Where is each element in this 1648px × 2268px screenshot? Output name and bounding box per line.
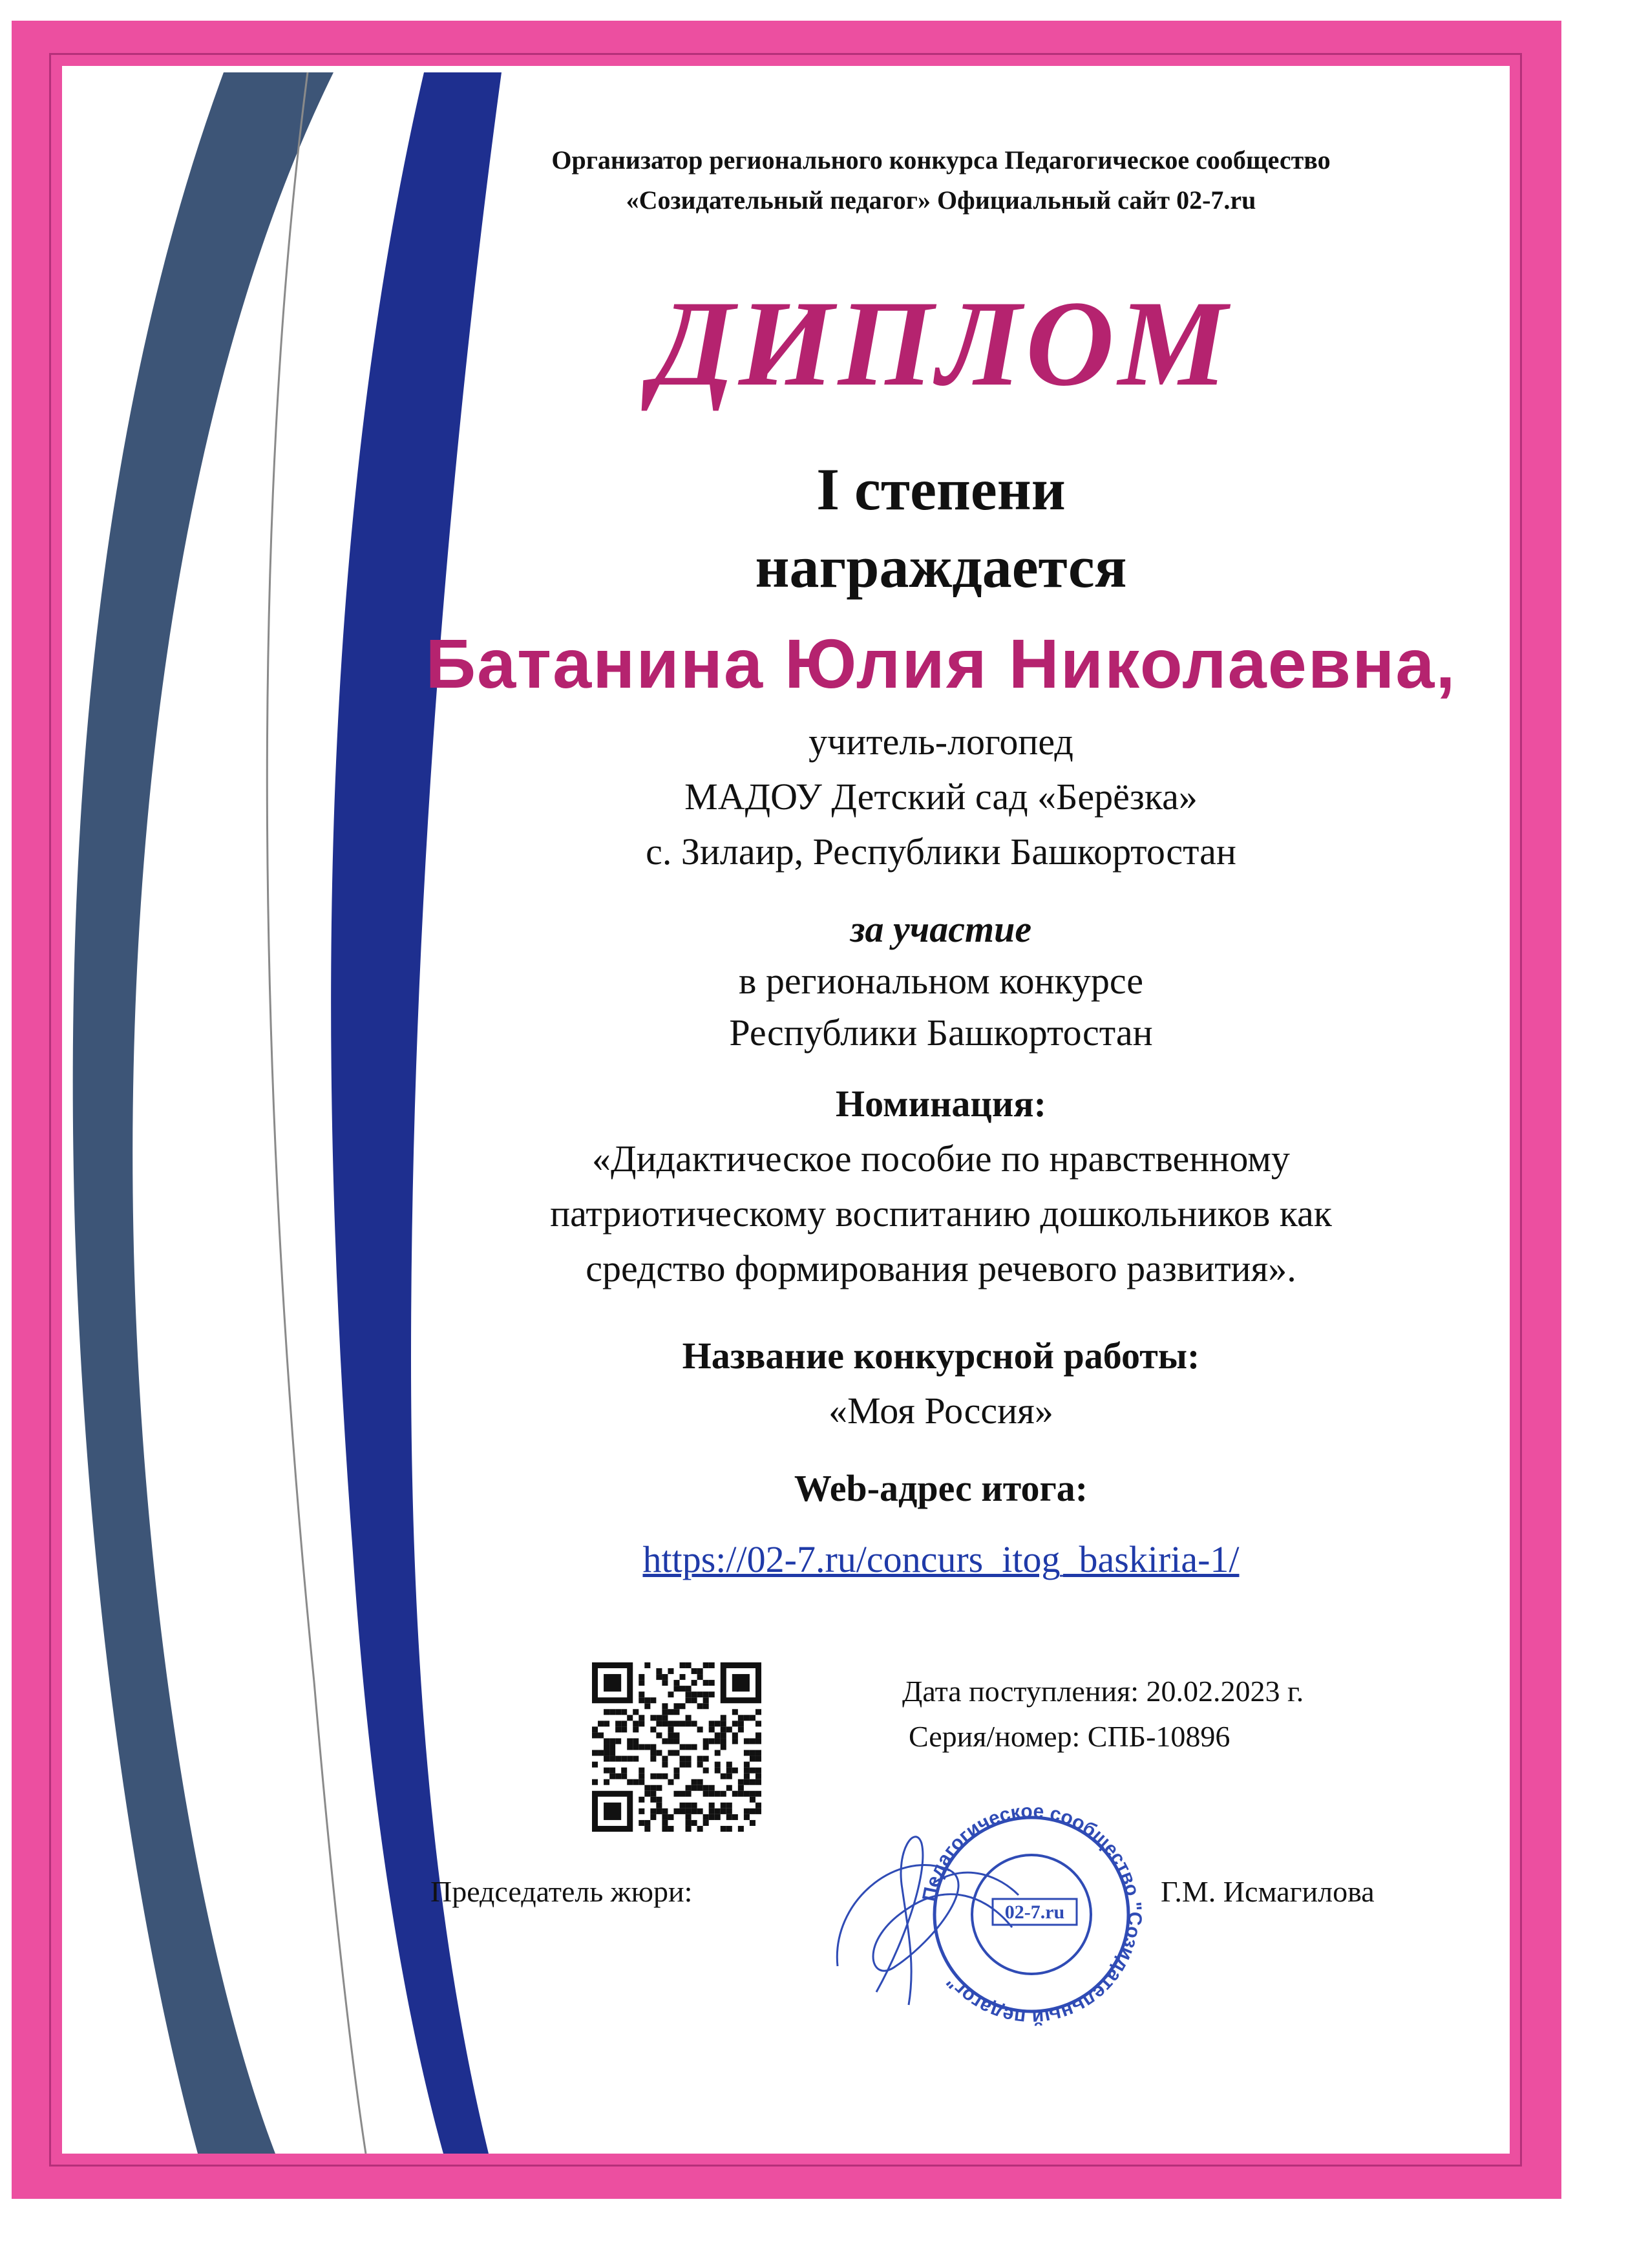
recipient-name: Батанина Юлия Николаевна, xyxy=(425,624,1457,703)
nomination-line-2: патриотическому воспитанию дошкольников как xyxy=(550,1192,1332,1235)
seal-ring-text: Педагогическое сообщество "Созидательный педагог" xyxy=(918,1800,1146,2029)
series-number: Серия/номер: СПБ-10896 xyxy=(909,1720,1231,1753)
organization-seal xyxy=(818,1772,1180,2057)
seal-center-text: 02-7.ru xyxy=(1004,1902,1065,1923)
awarded-label: награждается xyxy=(755,534,1127,600)
nomination-line-1: «Дидактическое пособие по нравственному xyxy=(592,1138,1290,1180)
nomination-line-3: средство формирования речевого развития». xyxy=(586,1247,1296,1289)
work-title-heading: Название конкурсной работы: xyxy=(682,1335,1200,1377)
participation-label: за участие xyxy=(850,908,1032,950)
signature-scribble xyxy=(837,1837,1019,2005)
jury-chair-label: Председатель жюри: xyxy=(430,1875,693,1908)
jury-chair-name: Г.М. Исмагилова xyxy=(1161,1875,1375,1908)
organizer-line-2: «Созидательный педагог» Официальный сайт 02-7.ru xyxy=(626,185,1256,215)
organizer-header xyxy=(450,140,1432,220)
contest-line-1: в региональном конкурсе xyxy=(738,960,1144,1002)
nomination-heading: Номинация: xyxy=(836,1083,1046,1125)
diploma-title: ДИПЛОМ xyxy=(651,276,1231,412)
work-title: «Моя Россия» xyxy=(829,1390,1053,1432)
page-frame xyxy=(12,21,1561,2199)
recipient-institution: МАДОУ Детский сад «Берёзка» xyxy=(684,776,1198,818)
qr-code xyxy=(592,1662,761,1832)
certificate-sheet xyxy=(62,66,1510,2154)
organizer-line-1: Организатор регионального конкурса Педагогическое сообщество xyxy=(551,145,1331,175)
contest-line-2: Республики Башкортостан xyxy=(729,1012,1153,1054)
web-address-heading: Web-адрес итога: xyxy=(794,1467,1088,1509)
slate-ribbon xyxy=(73,72,333,2154)
recipient-location: с. Зилаир, Республики Башкортостан xyxy=(646,831,1236,873)
degree-label: I степени xyxy=(816,456,1066,522)
received-date: Дата поступления: 20.02.2023 г. xyxy=(902,1675,1304,1708)
recipient-position: учитель-логопед xyxy=(808,721,1073,763)
result-link[interactable]: https://02-7.ru/concurs_itog_baskiria-1/ xyxy=(642,1538,1240,1580)
